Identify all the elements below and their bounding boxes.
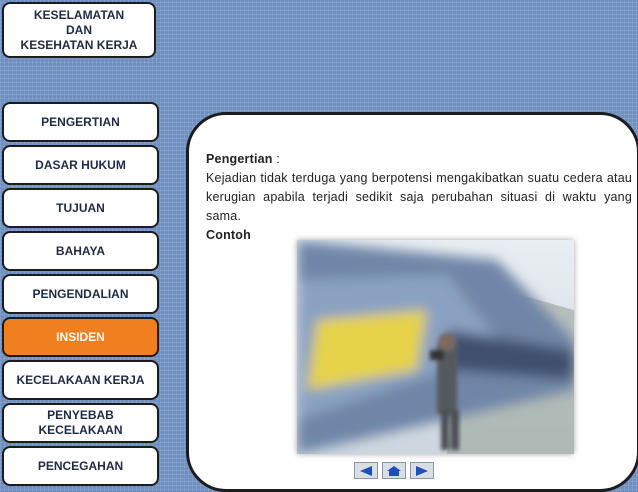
home-icon [386,465,402,477]
slide-navigation [354,462,434,479]
arrow-right-icon [414,465,430,477]
sidebar-item-label-line-1: PENYEBAB [47,408,114,422]
sidebar-item-label: PENGENDALIAN [32,286,129,301]
example-label: Contoh [206,228,251,242]
sidebar-item-label: PENGERTIAN [41,114,120,129]
previous-button[interactable] [354,462,378,479]
app-title-box [2,2,156,58]
definition-text [206,150,632,245]
incident-photo [297,240,574,454]
sidebar-item-insiden[interactable] [2,317,159,357]
definition-title: Pengertian [206,152,273,166]
sidebar-item-label: TUJUAN [56,200,105,215]
sidebar-item-label: KECELAKAAN KERJA [16,372,145,387]
sidebar-item-label: BAHAYA [55,243,106,258]
sidebar-item-kecelakaan-kerja[interactable] [2,360,159,400]
sidebar-item-label: PENCEGAHAN [37,458,124,473]
sidebar-item-pengertian[interactable] [2,102,159,142]
arrow-left-icon [358,465,374,477]
next-button[interactable] [410,462,434,479]
train-photo-image [297,240,574,454]
sidebar-item-bahaya[interactable] [2,231,159,271]
sidebar-item-tujuan[interactable] [2,188,159,228]
sidebar-item-label: DASAR HUKUM [35,157,126,172]
definition-title-colon: : [272,152,280,166]
title-line-3: KESEHATAN KERJA [20,37,138,52]
title-line-1: KESELAMATAN [33,7,125,22]
sidebar-item-dasar-hukum[interactable] [2,145,159,185]
sidebar-item-penyebab-kecelakaan[interactable] [2,403,159,443]
sidebar-item-pencegahan[interactable] [2,446,159,486]
sidebar-item-label: INSIDEN [56,329,105,344]
home-button[interactable] [382,462,406,479]
definition-body: Kejadian tidak terduga yang berpotensi mengakibatkan suatu cedera atau kerugian apabila terjadi sedikit saja perubahan situasi di waktu yang sama. [206,171,632,223]
title-line-2: DAN [66,22,92,37]
sidebar-item-pengendalian[interactable] [2,274,159,314]
sidebar-item-label-line-2: KECELAKAAN [38,423,123,437]
